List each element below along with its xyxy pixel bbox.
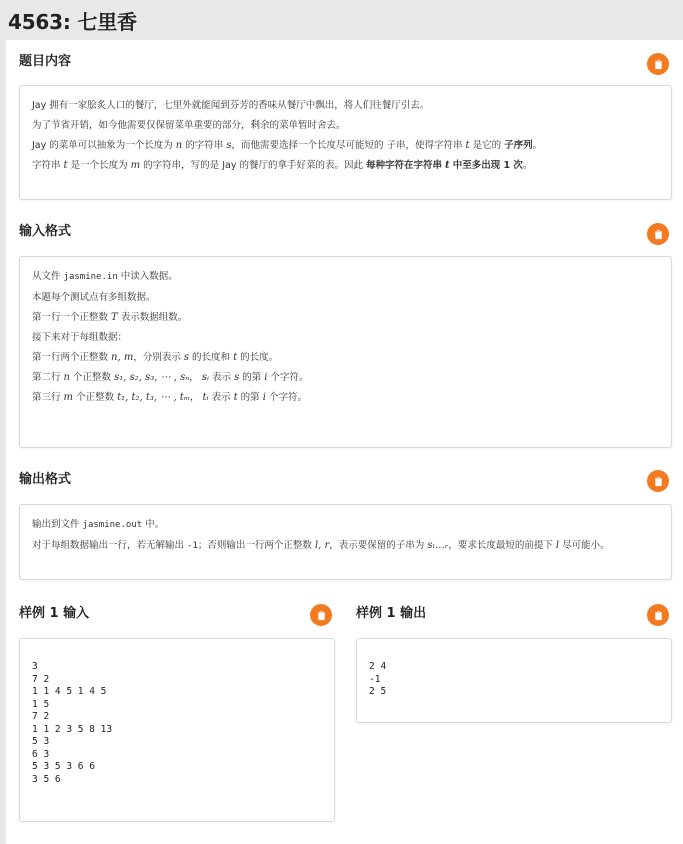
clipboard-icon [653,610,664,621]
content-section-title: 题目内容 [19,54,72,69]
copy-output-format-button[interactable] [647,470,669,492]
copy-content-button[interactable] [647,53,669,75]
input-line: 从文件 jasmine.in 中读入数据。 [32,271,178,282]
content-paragraph: Jay 拥有一家脍炙人口的餐厅，七里外就能闻到芬芳的香味从餐厅中飘出，将人们往餐厅引去。 [32,100,430,111]
input-section-title: 输入格式 [19,224,72,239]
sample-output-title: 样例 1 输出 [356,606,427,621]
copy-sample-output-button[interactable] [647,604,669,626]
output-line: 输出到文件 jasmine.out 中。 [32,519,165,530]
input-line: 第一行两个正整数 n, m，分别表示 s 的长度和 t 的长度。 [32,352,279,363]
input-line: 第三行 m 个正整数 t₁, t₂, t₃, ⋯ , tₘ， tᵢ 表示 t 的第 i 个字符。 [32,392,307,403]
clipboard-icon [316,610,327,621]
output-format-box [19,504,672,580]
sample-input-title: 样例 1 输入 [19,606,90,621]
clipboard-icon [653,476,664,487]
clipboard-icon [653,229,664,240]
clipboard-icon [653,59,664,70]
output-section-title: 输出格式 [19,472,72,487]
input-line: 第二行 n 个正整数 s₁, s₂, s₃, ⋯ , sₙ， sᵢ 表示 s 的第 i 个字符。 [32,372,309,383]
copy-input-format-button[interactable] [647,223,669,245]
input-format-box [19,256,672,448]
content-paragraph: 字符串 t 是一个长度为 m 的字符串，写的是 Jay 的餐厅的拿手好菜的表。因此 每种字符在字符串 t 中至多出现 1 次。 [32,160,533,171]
sample-input-box [19,638,335,822]
content-box [19,85,672,200]
output-line: 对于每组数据输出一行，若无解输出 -1；否则输出一行两个正整数 l, r，表示要保留的子串为 sₗ…ᵣ，要求长度最短的前提下 l 尽可能小。 [32,540,610,551]
sample-output-text: 2 4 -1 2 5 [369,661,387,697]
problem-panel [6,40,683,844]
input-line: 本题每个测试点有多组数据。 [32,292,156,303]
copy-sample-input-button[interactable] [310,604,332,626]
sample-output-box [356,638,672,723]
sample-input-text: 3 7 2 1 1 4 5 1 4 5 1 5 7 2 1 1 2 3 5 8 13 5 3 6 3 5 3 5 3 6 6 3 5 6 [32,661,113,785]
page-title: 4563: 七里香 [8,10,137,34]
content-paragraph: Jay 的菜单可以抽象为一个长度为 n 的字符串 s，而他需要选择一个长度尽可能短的 子串，使得字符串 t 是它的 子序列。 [32,140,543,151]
input-line: 第一行一个正整数 T 表示数据组数。 [32,312,188,323]
input-line: 接下来对于每组数据： [32,332,128,343]
content-paragraph: 为了节省开销，如今他需要仅保留菜单重要的部分，剩余的菜单暂时舍去。 [32,120,346,131]
